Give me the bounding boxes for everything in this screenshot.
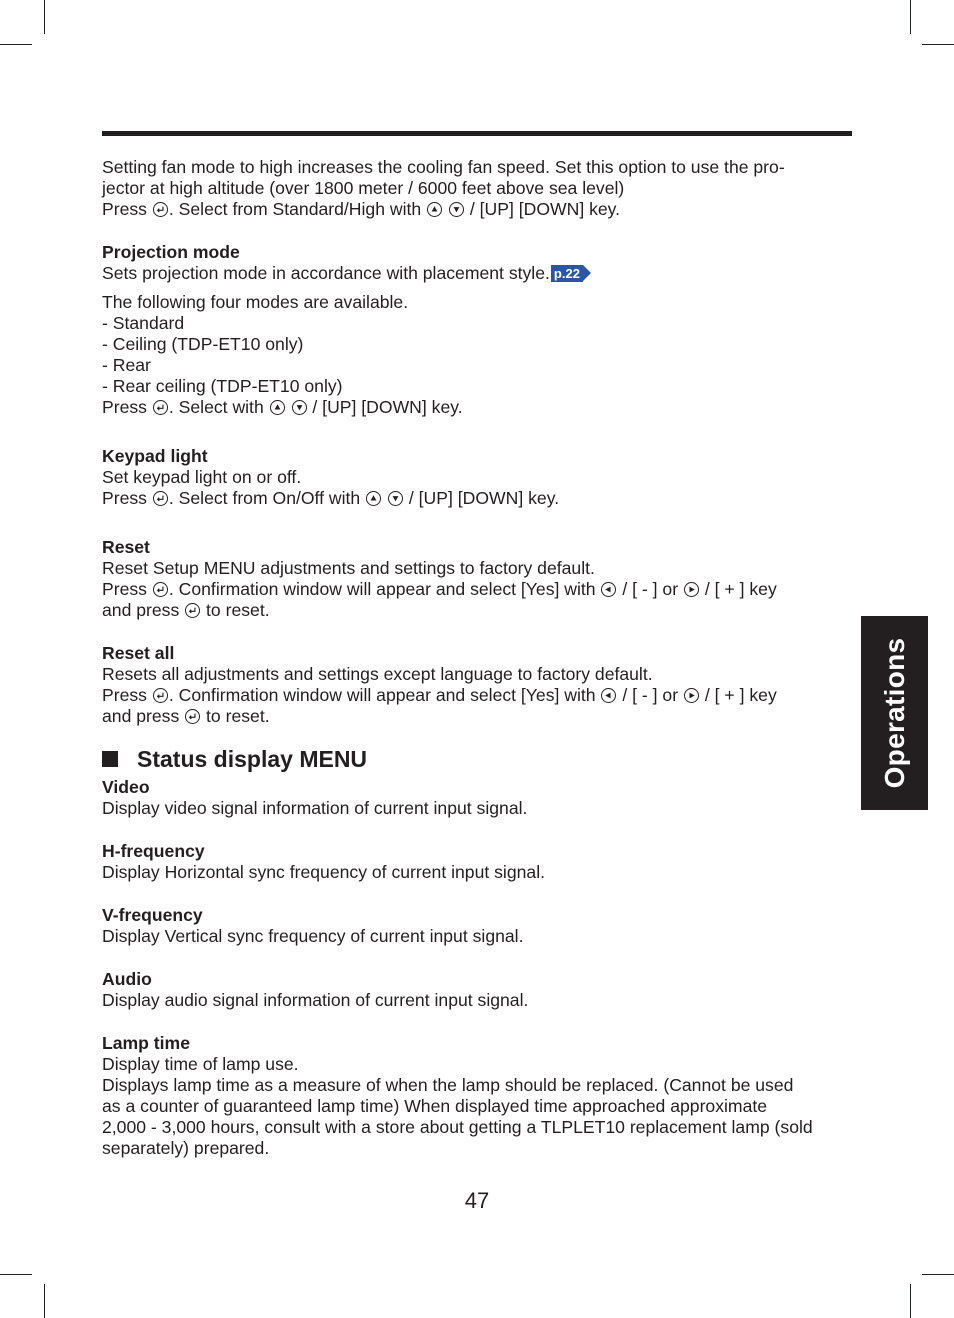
video-heading: Video [102,777,150,797]
crop-mark [910,0,911,34]
projection-mode-item: - Ceiling (TDP-ET10 only) [102,334,304,354]
section-title: Status display MENU [102,745,854,773]
crop-mark [44,0,45,34]
v-frequency-desc: Display Vertical sync frequency of current input signal. [102,926,524,946]
crop-mark [44,1284,45,1318]
audio-heading: Audio [102,969,152,989]
header-rule [102,131,852,136]
keypad-light-press: Press . Select from On/Off with / [UP] [DOWN] key. [102,488,560,508]
down-arrow-icon [388,491,403,506]
reset-desc: Reset Setup MENU adjustments and settings to factory default. [102,558,595,578]
lamp-time-line: as a counter of guaranteed lamp time) When displayed time approached approximate [102,1096,768,1116]
side-tab-operations: Operations [861,616,928,810]
v-frequency-heading: V-frequency [102,905,203,925]
reset-all-desc: Resets all adjustments and settings except language to factory default. [102,664,653,684]
reset-press: Press . Confirmation window will appear and select [Yes] with / [ - ] or / [ + ] key [102,579,777,599]
fan-mode-line: Setting fan mode to high increases the cooling fan speed. Set this option to use the pro- [102,157,785,177]
h-frequency-desc: Display Horizontal sync frequency of current input signal. [102,862,545,882]
projection-mode-item: - Rear [102,355,151,375]
projection-mode-desc: Sets projection mode in accordance with placement style. p.22 [102,263,854,284]
lamp-time-heading: Lamp time [102,1033,190,1053]
enter-icon [153,582,168,597]
projection-modes-intro: The following four modes are available. [102,292,409,312]
square-bullet-icon [102,751,118,767]
audio-desc: Display audio signal information of current input signal. [102,990,529,1010]
left-arrow-icon [601,688,616,703]
reset-all-heading: Reset all [102,643,175,663]
enter-icon [153,202,168,217]
enter-icon [185,709,200,724]
crop-mark [910,1284,911,1318]
enter-icon [153,400,168,415]
right-arrow-icon [684,582,699,597]
reset-heading: Reset [102,537,150,557]
right-arrow-icon [684,688,699,703]
page-reference-badge[interactable]: p.22 [551,265,583,282]
fan-mode-line: jector at high altitude (over 1800 meter / 6000 feet above sea level) [102,178,625,198]
lamp-time-line: 2,000 - 3,000 hours, consult with a store about getting a TLPLET10 replacement lamp (sold [102,1117,813,1137]
h-frequency-heading: H-frequency [102,841,205,861]
keypad-light-heading: Keypad light [102,446,208,466]
down-arrow-icon [449,202,464,217]
left-arrow-icon [601,582,616,597]
up-arrow-icon [270,400,285,415]
reset-all-press-cont: and press to reset. [102,706,270,726]
page-content [102,157,854,1159]
crop-mark [922,44,954,45]
projection-mode-item: - Rear ceiling (TDP-ET10 only) [102,376,343,396]
fan-mode-press: Press . Select from Standard/High with / [UP] [DOWN] key. [102,199,621,219]
reset-all-press: Press . Confirmation window will appear and select [Yes] with / [ - ] or / [ + ] key [102,685,777,705]
crop-mark [922,1274,954,1275]
crop-mark [0,1274,32,1275]
video-desc: Display video signal information of current input signal. [102,798,528,818]
enter-icon [185,603,200,618]
up-arrow-icon [427,202,442,217]
lamp-time-line: separately) prepared. [102,1138,270,1158]
reset-press-cont: and press to reset. [102,600,270,620]
projection-mode-press: Press . Select with / [UP] [DOWN] key. [102,397,463,417]
enter-icon [153,688,168,703]
projection-mode-heading: Projection mode [102,242,240,262]
keypad-light-desc: Set keypad light on or off. [102,467,302,487]
crop-mark [0,44,32,45]
lamp-time-line: Displays lamp time as a measure of when the lamp should be replaced. (Cannot be used [102,1075,794,1095]
down-arrow-icon [292,400,307,415]
projection-mode-item: - Standard [102,313,185,333]
page-number: 47 [464,1188,490,1213]
lamp-time-line: Display time of lamp use. [102,1054,299,1074]
enter-icon [153,491,168,506]
up-arrow-icon [366,491,381,506]
